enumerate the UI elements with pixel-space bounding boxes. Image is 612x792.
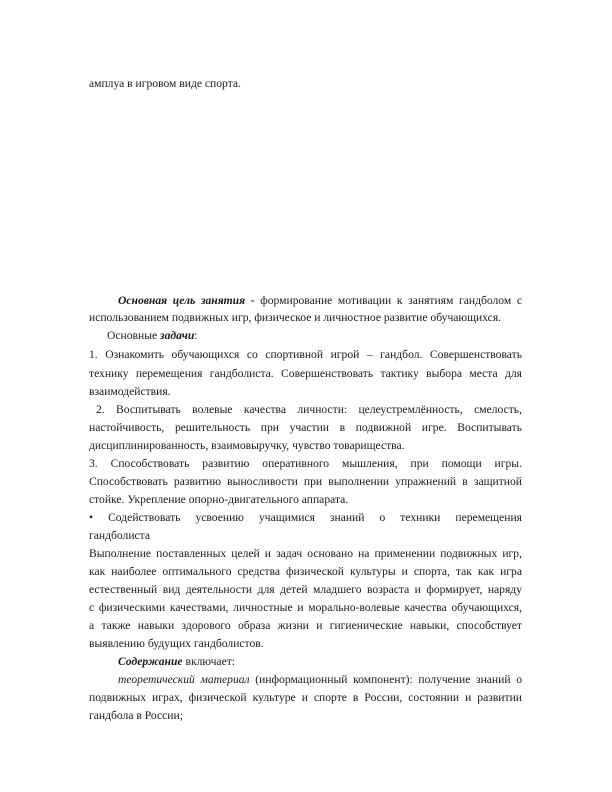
tasks-heading-label: задачи <box>160 329 195 342</box>
goal-line-2: использованием подвижных игр, физическое и личностное развитие обучающихся. <box>89 311 502 324</box>
theory-line-1-rest: (информационный компонент): получение знаний о <box>249 673 522 686</box>
task2-line-3: дисциплинированность, взаимовыручку, чувство товарищества. <box>89 439 405 452</box>
task4-line-2: гандболиста <box>89 529 151 542</box>
goal-line-1-rest: формирование мотивации к занятиям гандболом с <box>254 294 522 307</box>
implementation-line-3: естественный вид деятельности для детей младшего возраста и формирует, наряду <box>89 583 522 596</box>
goal-label: Основная цель занятия - <box>118 294 255 307</box>
task2-line-2: настойчивость, решительность при участии в подвижной игре. Воспитывать <box>89 421 522 434</box>
content-heading-label: Содержание <box>118 655 183 668</box>
task3-line-2: Способствовать развитию выносливости при выполнении упражнений в защитной <box>89 475 522 488</box>
task3-line-1: 3. Способствовать развитию оперативного мышления, при помощи игры. <box>89 457 522 470</box>
task3-line-3: стойке. Укрепление опорно-двигательного аппарата. <box>89 493 349 506</box>
implementation-line-5: а также навыки здорового образа жизни и гигиенические навыки, способствует <box>89 619 522 632</box>
content-heading <box>118 655 235 669</box>
implementation-line-4: с физическими качествами, личностные и морально-волевые качества обучающихся, <box>89 601 522 614</box>
task1-line-1: 1. Ознакомить обучающихся со спортивной игрой – гандбол. Совершенствовать <box>89 348 522 361</box>
tasks-heading-prefix: Основные <box>107 329 161 342</box>
task1-line-2: технику перемещения гандболиста. Совершенствовать тактику выбора места для <box>89 367 522 380</box>
implementation-line-1: Выполнение поставленных целей и задач основано на применении подвижных игр, <box>89 547 522 560</box>
top-fragment: амплуа в игровом виде спорта. <box>89 77 241 90</box>
task4-line-1: • Содействовать усвоению учащимися знаний о техники перемещения <box>89 511 522 524</box>
content-heading-suffix: включает: <box>182 655 235 668</box>
theory-line-3: гандбола в России; <box>89 709 183 722</box>
theory-label: теоретический материал <box>118 673 250 686</box>
tasks-heading-suffix: : <box>194 329 198 342</box>
implementation-line-2: как наиболее оптимального средства физической культуры и спорта, так как игра <box>89 565 522 578</box>
goal-line-1 <box>89 294 522 308</box>
tasks-heading <box>107 329 198 343</box>
task1-line-3: взаимодействия. <box>89 385 171 398</box>
implementation-line-6: выявлению будущих гандболистов. <box>89 637 264 650</box>
theory-line-1 <box>118 673 522 687</box>
theory-line-2: подвижных играх, физической культуре и спорте в России, состоянии и развитии <box>89 691 522 704</box>
task2-line-1: 2. Воспитывать волевые качества личности: целеустремлённость, смелость, <box>96 403 522 416</box>
